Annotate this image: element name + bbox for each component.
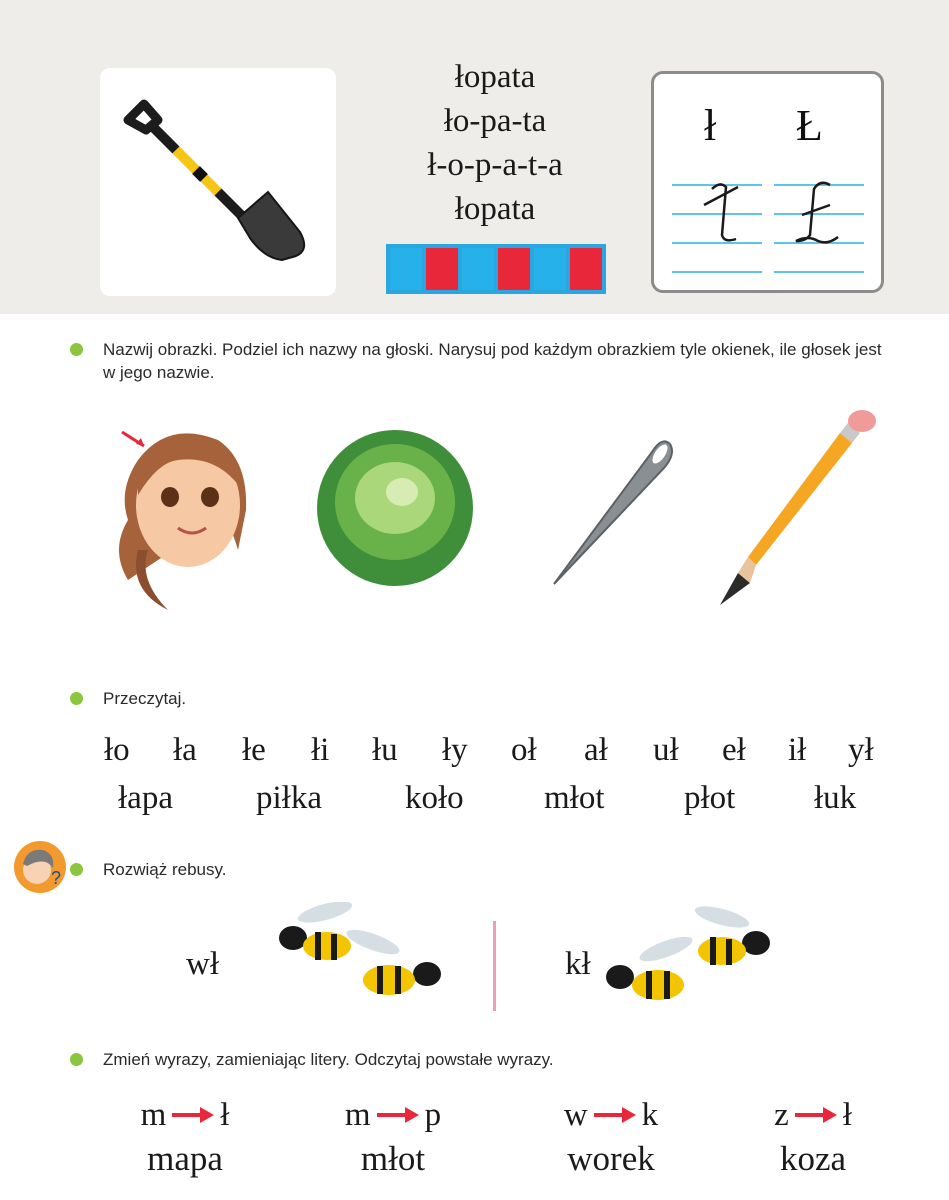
rebus-prefix-1: wł [186,946,219,982]
reading-word: młot [544,780,605,816]
change-to: k [641,1096,659,1133]
reading-word: łapa [118,780,173,816]
syllable: oł [511,732,537,768]
change-to: p [424,1096,442,1133]
word-whole: łopata [454,59,536,95]
pencil-picture [712,405,882,615]
change-word: młot [360,1139,426,1178]
vowel-block [424,246,460,292]
reading-word: piłka [256,780,322,816]
syllable: łe [242,732,266,768]
change-item [110,1093,260,1179]
girl-face-picture [108,400,258,615]
red-arrow-icon [172,1105,214,1125]
change-word: worek [567,1139,655,1178]
reading-word: płot [684,780,736,816]
task1-instruction: Nazwij obrazki. Podziel ich nazwy na głoski. Narysuj pod każdym obrazkiem tyle okienek, ile głosek jest w jego nazwie. [103,340,882,382]
change-to: ł [842,1096,852,1133]
syllable: łi [311,732,330,768]
change-item [536,1093,686,1179]
task2-bullet [70,692,83,705]
wasps-picture-1 [255,902,450,1012]
task2-instruction: Przeczytaj. [103,689,187,708]
change-item [738,1093,888,1179]
change-from: w [563,1096,588,1133]
syllable: uł [653,732,679,768]
printed-uppercase-l: Ł [796,101,823,150]
word-syllables: ło-pa-ta [443,103,547,139]
printed-lowercase-l: ł [704,101,717,150]
rebus-divider [493,921,496,1011]
sound-blocks [386,244,606,294]
word-whole-repeat: łopata [454,191,536,227]
red-arrow-icon [795,1105,837,1125]
change-word: mapa [147,1139,223,1178]
change-item [318,1093,468,1179]
handwritten-letters [690,175,870,255]
change-word: koza [779,1139,847,1178]
syllable: ał [584,732,608,768]
vowel-block [496,246,532,292]
vowel-block [568,246,604,292]
syllable: ył [848,732,874,768]
shovel-picture-card [100,68,336,296]
shovel-illustration [100,68,336,296]
needle-picture [548,430,678,590]
task3-bullet [70,863,83,876]
word-division-stack [380,55,610,231]
thinking-kid-icon [13,840,67,894]
change-from: m [140,1096,167,1133]
red-arrow-icon [377,1105,419,1125]
consonant-block [460,246,496,292]
task3-instruction: Rozwiąż rebusy. [103,860,227,879]
wasps-picture-2 [600,905,795,1015]
consonant-block [388,246,424,292]
syllable: ła [173,732,197,768]
change-from: m [344,1096,371,1133]
reading-word: łuk [814,780,857,816]
word-row [0,780,949,824]
red-arrow-icon [594,1105,636,1125]
word-sounds: ł-o-p-a-t-a [427,147,563,183]
syllable: ił [788,732,807,768]
change-to: ł [220,1096,230,1133]
change-from: z [774,1096,789,1133]
task4-bullet [70,1053,83,1066]
syllable: ły [442,732,468,768]
rebus-prefix-2: kł [565,946,591,982]
task1-bullet [70,343,83,356]
lettuce-picture [314,420,476,590]
syllable: łu [372,732,398,768]
reading-word: koło [405,780,464,816]
syllable: eł [722,732,746,768]
task4-instruction: Zmień wyrazy, zamieniając litery. Odczytaj powstałe wyrazy. [103,1050,554,1069]
syllable-row [0,732,949,776]
consonant-block [532,246,568,292]
svg-text:?: ? [51,868,62,888]
syllable: ło [104,732,130,768]
